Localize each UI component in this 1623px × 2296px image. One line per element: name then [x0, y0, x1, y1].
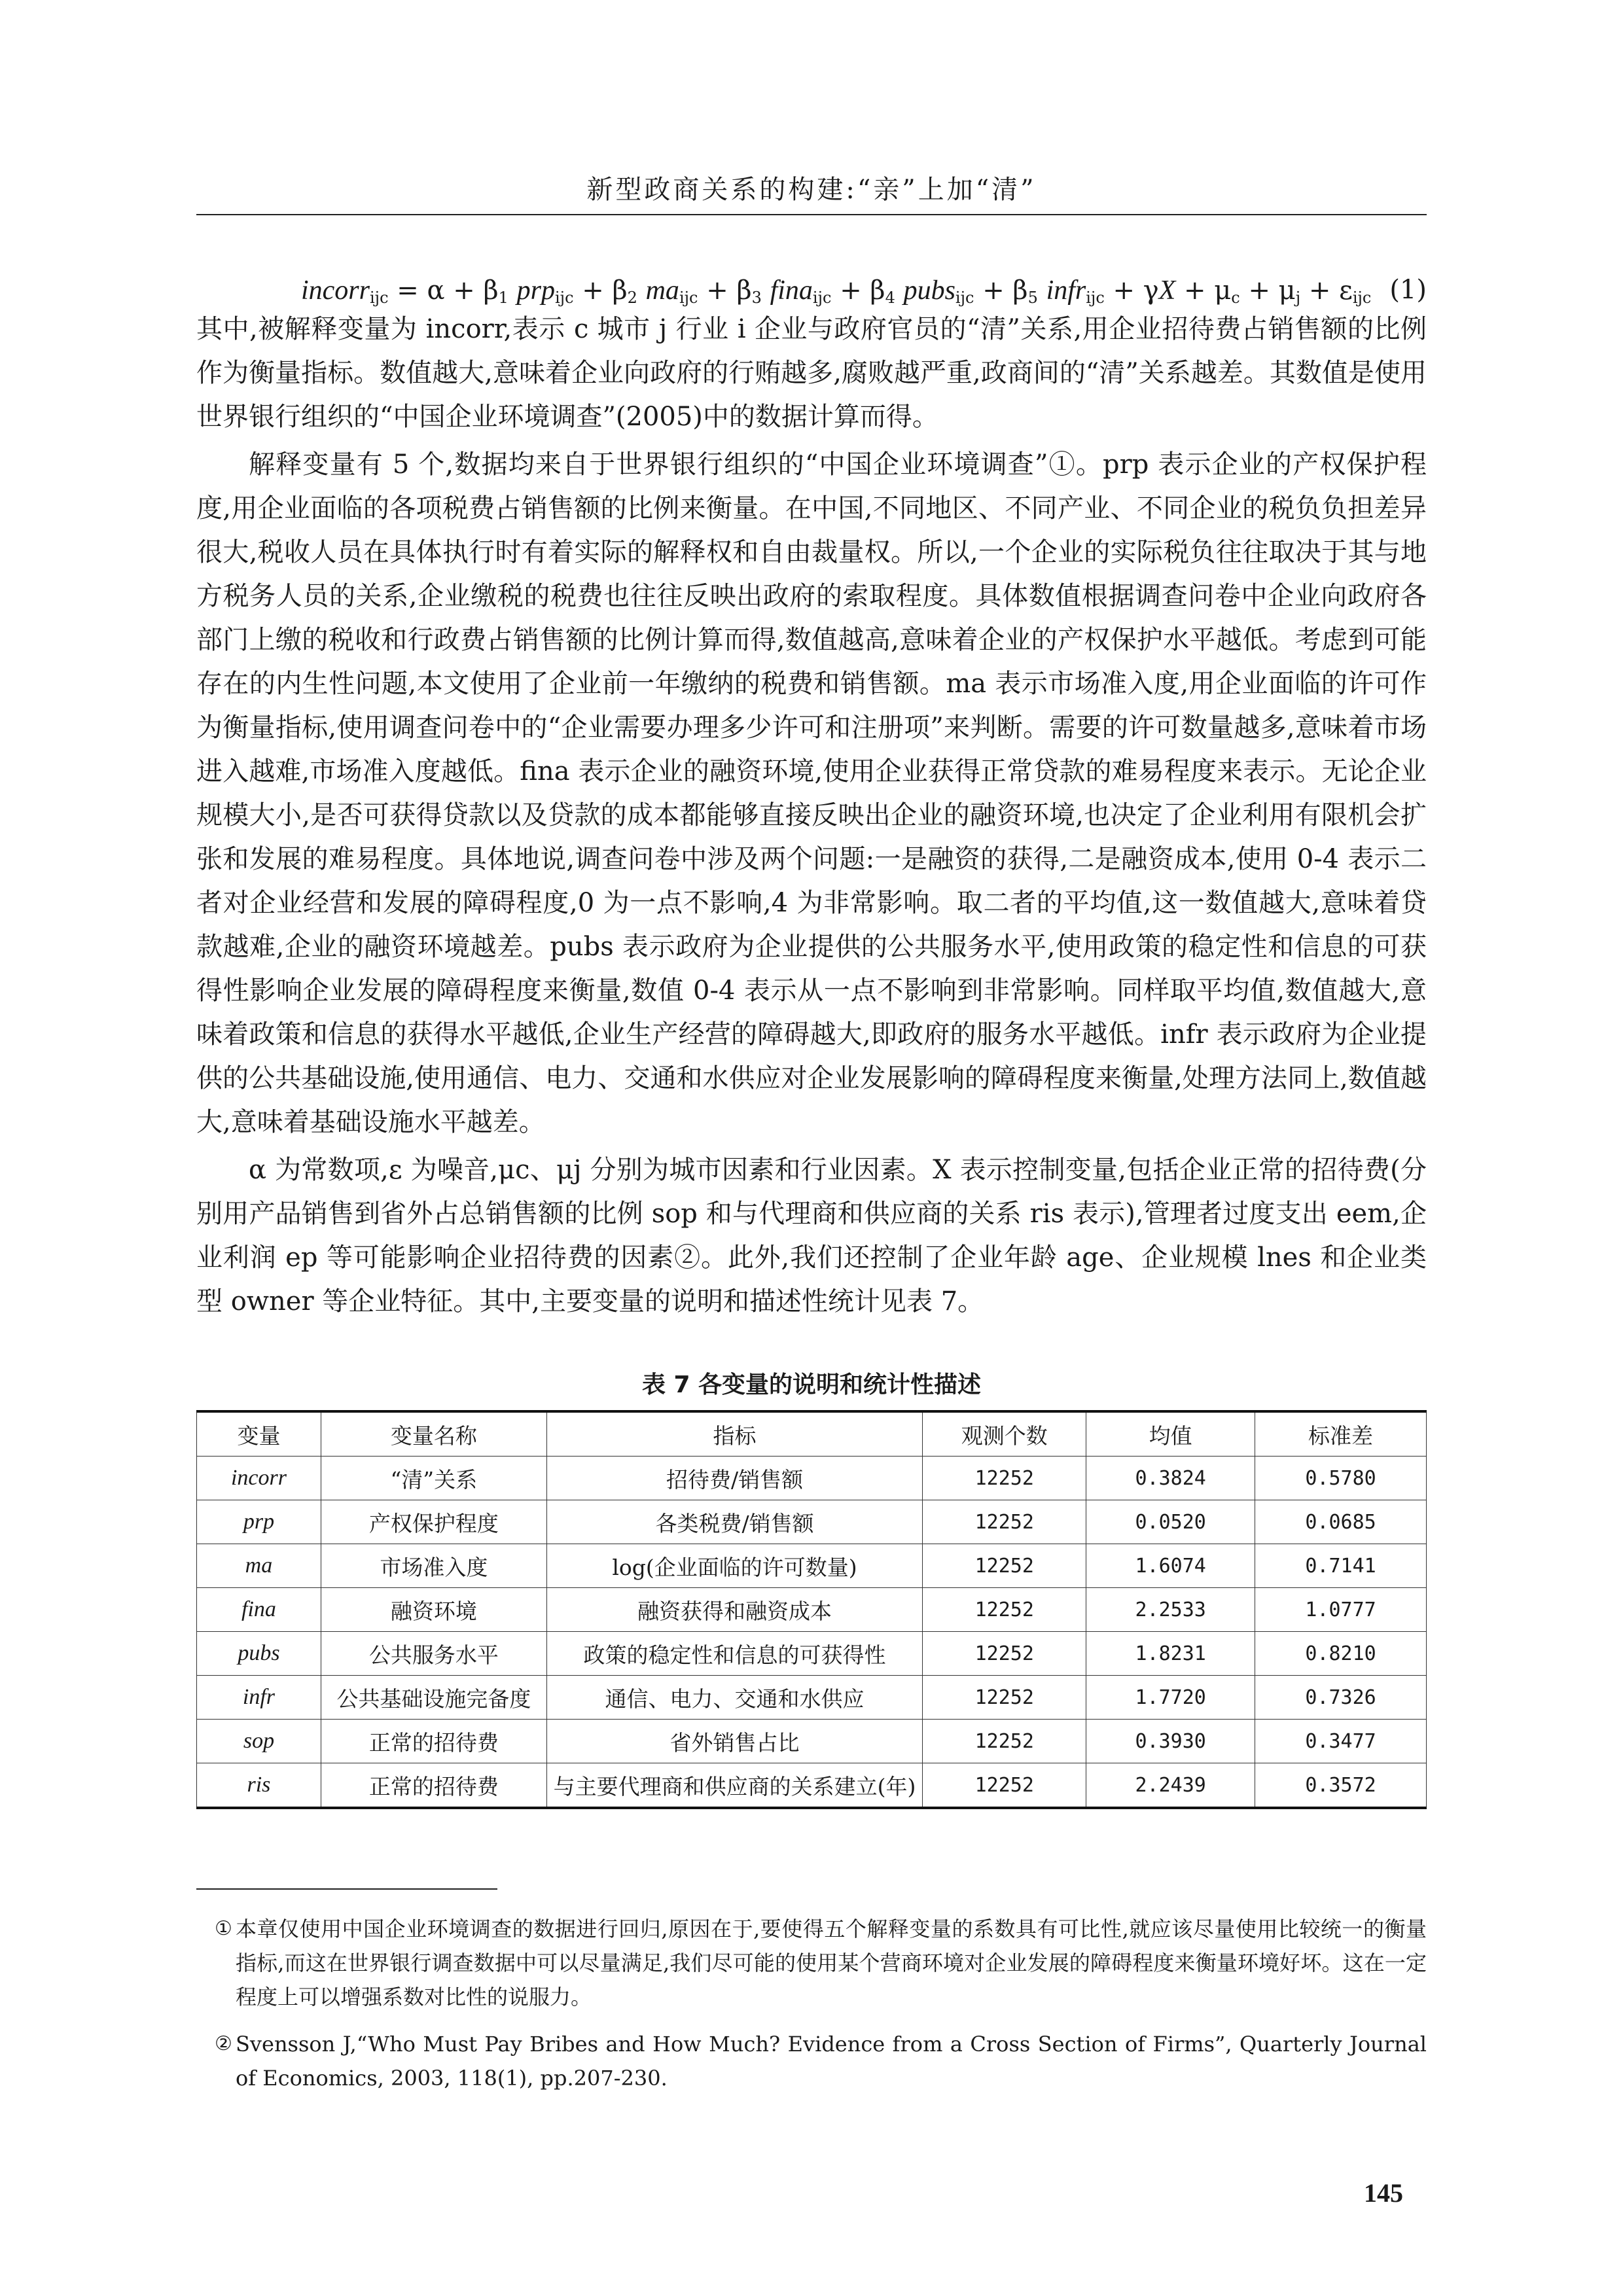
std-cell: 0.7326 — [1255, 1676, 1427, 1720]
std-cell: 0.8210 — [1255, 1632, 1427, 1676]
equation-formula: incorr$_{ijc}$ = $\alpha + \beta_1$ $prp_{ijc} + \beta_2$ $ma_{ijc} + \beta_3$ fina$_{ijc}$ + $\beta_4$ pubs$_{ijc}$ + $\beta_5$ infr$_{ijc}$ + $\gamma X + \mu_c + \mu_j + \varepsilon_{ijc}$ — [301, 275, 1372, 307]
indicator-cell: 各类税费/销售额 — [546, 1500, 923, 1544]
variable-name-cell: 融资环境 — [321, 1588, 546, 1632]
paragraph-1: 其中,被解释变量为 incorr,表示 c 城市 j 行业 i 企业与政府官员的“清”关系,用企业招待费占销售额的比例作为衡量指标。数值越大,意味着企业向政府的行贿越多,腐败越严重,政商间的“清”关系越差。其数值是使用世界银行组织的“中国企业环境调查”(2005)中的数据计算而得。 — [196, 314, 1427, 432]
mean-cell: 2.2533 — [1086, 1588, 1255, 1632]
indicator-cell: 融资获得和融资成本 — [546, 1588, 923, 1632]
column-header: 变量 — [197, 1411, 321, 1457]
paragraph-3: α 为常数项,ε 为噪音,μc、μj 分别为城市因素和行业因素。X 表示控制变量,包括企业正常的招待费(分别用产品销售到省外占总销售额的比例 sop 和与代理商和供应商的关系 ris 表示),管理者过度支出 eem,企业利润 ep 等可能影响企业招待费的因素②。此外,我们还控制了企业年龄 age、企业规模 lnes 和企业类型 owner 等企业特征。其中,主要变量的说明和描述性统计见表 7。 — [196, 1155, 1427, 1316]
paragraph-2: 解释变量有 5 个,数据均来自于世界银行组织的“中国企业环境调查”①。prp 表示企业的产权保护程度,用企业面临的各项税费占销售额的比例来衡量。在中国,不同地区、不同产业、不同企业的税负负担差异很大,税收人员在具体执行时有着实际的解释权和自由裁量权。所以,一个企业的实际税负往往取决于其与地方税务人员的关系,企业缴税的税费也往往反映出政府的索取程度。具体数值根据调查问卷中企业向政府各部门上缴的税收和行政费占销售额的比例计算而得,数值越高,意味着企业的产权保护水平越低。考虑到可能存在的内生性问题,本文使用了企业前一年缴纳的税费和销售额。ma 表示市场准入度,用企业面临的许可作为衡量指标,使用调查问卷中的“企业需要办理多少许可和注册项”来判断。需要的许可数量越多,意味着市场进入越难,市场准入度越低。fina 表示企业的融资环境,使用企业获得正常贷款的难易程度来表示。无论企业规模大小,是否可获得贷款以及贷款的成本都能够直接反映出企业的融资环境,也决定了企业利用有限机会扩张和发展的难易程度。具体地说,调查问卷中涉及两个问题:一是融资的获得,二是融资成本,使用 0-4 表示二者对企业经营和发展的障碍程度,0 为一点不影响,4 为非常影响。取二者的平均值,这一数值越大,意味着贷款越难,企业的融资环境越差。pubs 表示政府为企业提供的公共服务水平,使用政策的稳定性和信息的可获得性影响企业发展的障碍程度来衡量,数值 0-4 表示从一点不影响到非常影响。同样取平均值,数值越大,意味着政策和信息的获得水平越低,企业生产经营的障碍越大,即政府的服务水平越低。infr 表示政府为企业提供的公共基础设施,使用通信、电力、交通和水供应对企业发展影响的障碍程度来衡量,处理方法同上,数值越大,意味着基础设施水平越差。 — [196, 450, 1427, 1137]
std-cell: 0.3477 — [1255, 1720, 1427, 1763]
observations-cell: 12252 — [923, 1500, 1086, 1544]
std-cell: 0.0685 — [1255, 1500, 1427, 1544]
running-header: 新型政商关系的构建:“亲”上加“清” — [586, 175, 1037, 205]
std-cell: 0.3572 — [1255, 1763, 1427, 1809]
mean-cell: 0.3930 — [1086, 1720, 1255, 1763]
observations-cell: 12252 — [923, 1763, 1086, 1809]
indicator-cell: log(企业面临的许可数量) — [546, 1544, 923, 1588]
column-header: 观测个数 — [923, 1411, 1086, 1457]
table-row — [197, 1500, 1427, 1544]
mean-cell: 0.0520 — [1086, 1500, 1255, 1544]
variable-cell: pubs — [197, 1632, 321, 1676]
variable-cell: ma — [197, 1544, 321, 1588]
footnote-mark: ② — [215, 2032, 232, 2055]
variable-cell: incorr — [197, 1457, 321, 1500]
footnote-rule — [196, 1888, 497, 1890]
table-row — [197, 1632, 1427, 1676]
observations-cell: 12252 — [923, 1457, 1086, 1500]
equation-number: (1) — [1389, 275, 1427, 305]
variable-cell: ris — [197, 1763, 321, 1809]
mean-cell: 0.3824 — [1086, 1457, 1255, 1500]
observations-cell: 12252 — [923, 1632, 1086, 1676]
variable-name-cell: 正常的招待费 — [321, 1720, 546, 1763]
variable-name-cell: “清”关系 — [321, 1457, 546, 1500]
variable-name-cell: 公共服务水平 — [321, 1632, 546, 1676]
footnote-2 — [196, 2027, 1427, 2095]
footnote-mark: ① — [215, 1917, 232, 1940]
footnote-text: Svensson J,“Who Must Pay Bribes and How Much? Evidence from a Cross Section of Firms”, Quarterly Journal of Economics, 2003, 118(1), pp.207-230. — [236, 2032, 1427, 2091]
table-row — [197, 1544, 1427, 1588]
indicator-cell: 省外销售占比 — [546, 1720, 923, 1763]
variable-cell: sop — [197, 1720, 321, 1763]
table-row — [197, 1676, 1427, 1720]
table-row — [197, 1763, 1427, 1809]
column-header: 指标 — [546, 1411, 923, 1457]
observations-cell: 12252 — [923, 1676, 1086, 1720]
indicator-cell: 通信、电力、交通和水供应 — [546, 1676, 923, 1720]
mean-cell: 2.2439 — [1086, 1763, 1255, 1809]
variable-name-cell: 市场准入度 — [321, 1544, 546, 1588]
mean-cell: 1.8231 — [1086, 1632, 1255, 1676]
std-cell: 0.5780 — [1255, 1457, 1427, 1500]
table-row — [197, 1457, 1427, 1500]
table-row — [197, 1720, 1427, 1763]
std-cell: 0.7141 — [1255, 1544, 1427, 1588]
column-header: 变量名称 — [321, 1411, 546, 1457]
observations-cell: 12252 — [923, 1588, 1086, 1632]
footnote-1 — [196, 1912, 1427, 2014]
std-cell: 1.0777 — [1255, 1588, 1427, 1632]
indicator-cell: 招待费/销售额 — [546, 1457, 923, 1500]
table-row — [197, 1588, 1427, 1632]
variable-cell: fina — [197, 1588, 321, 1632]
variable-name-cell: 公共基础设施完备度 — [321, 1676, 546, 1720]
mean-cell: 1.7720 — [1086, 1676, 1255, 1720]
indicator-cell: 与主要代理商和供应商的关系建立(年) — [546, 1763, 923, 1809]
header-rule — [196, 214, 1427, 215]
observations-cell: 12252 — [923, 1544, 1086, 1588]
column-header: 均值 — [1086, 1411, 1255, 1457]
variable-cell: prp — [197, 1500, 321, 1544]
table-caption: 表 7 各变量的说明和统计性描述 — [641, 1371, 982, 1398]
body-text — [196, 308, 1427, 1328]
column-header: 标准差 — [1255, 1411, 1427, 1457]
table-header-row — [197, 1411, 1427, 1457]
variable-name-cell: 产权保护程度 — [321, 1500, 546, 1544]
variable-statistics-table — [196, 1410, 1427, 1809]
indicator-cell: 政策的稳定性和信息的可获得性 — [546, 1632, 923, 1676]
observations-cell: 12252 — [923, 1720, 1086, 1763]
variable-cell: infr — [197, 1676, 321, 1720]
mean-cell: 1.6074 — [1086, 1544, 1255, 1588]
variable-name-cell: 正常的招待费 — [321, 1763, 546, 1809]
footnote-text: 本章仅使用中国企业环境调查的数据进行回归,原因在于,要使得五个解释变量的系数具有可比性,就应该尽量使用比较统一的衡量指标,而这在世界银行调查数据中可以尽量满足,我们尽可能的使用某个营商环境对企业发展的障碍程度来衡量环境好坏。这在一定程度上可以增强系数对比性的说服力。 — [236, 1916, 1427, 2009]
page-number: 145 — [1364, 2178, 1403, 2208]
